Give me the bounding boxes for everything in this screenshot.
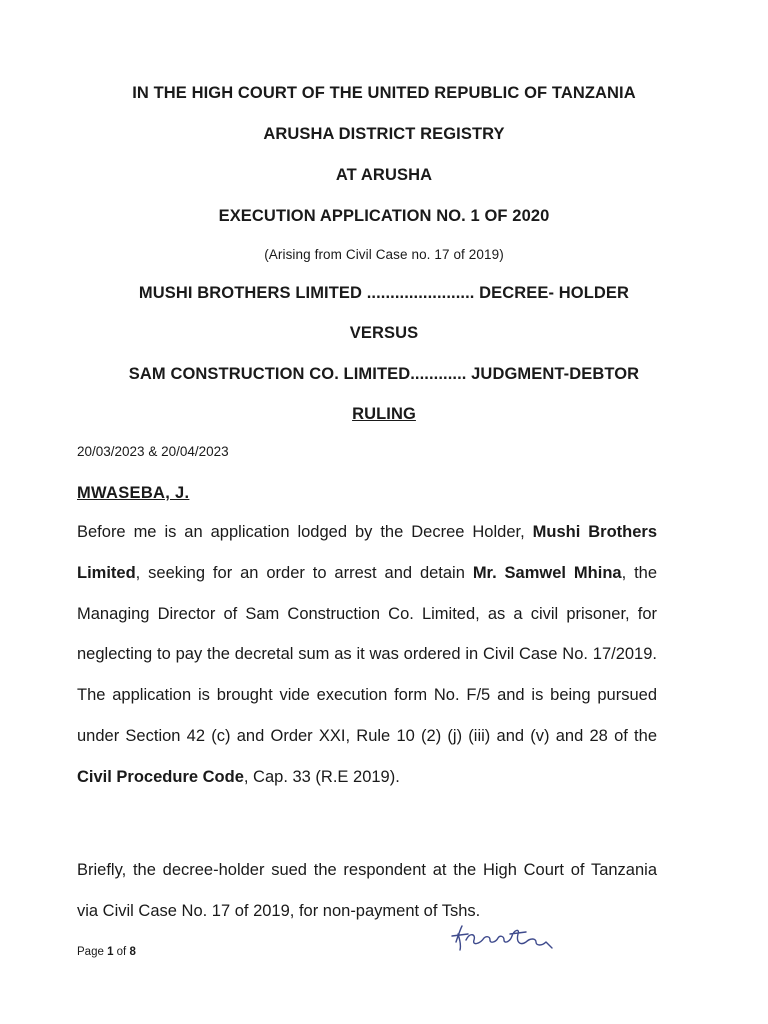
paragraph-1-bold-2: Mr. Samwel Mhina [472, 563, 622, 582]
paragraph-1 [77, 512, 657, 798]
footer-page: 1 [107, 946, 114, 958]
paragraph-1-text-4: , Cap. 33 (R.E 2019). [243, 767, 400, 786]
party-judgment-debtor: SAM CONSTRUCTION CO. LIMITED............ JUDGMENT-DEBTOR [128, 365, 640, 383]
arising-subheading: (Arising from Civil Case no. 17 of 2019) [264, 247, 504, 262]
signature-icon [450, 918, 580, 958]
paragraph-1-text-1: Before me is an application lodged by the Decree Holder, [77, 523, 533, 541]
versus-label: VERSUS [349, 324, 419, 342]
registry-heading: ARUSHA DISTRICT REGISTRY [263, 125, 505, 143]
hearing-dates: 20/03/2023 & 20/04/2023 [77, 444, 229, 459]
paragraph-1-text-2: , seeking for an order to arrest and detain [135, 563, 473, 582]
location-heading: AT ARUSHA [335, 166, 433, 184]
page-number-footer [77, 946, 136, 958]
ruling-title: RULING [352, 405, 416, 423]
paragraph-2: Briefly, the decree-holder sued the respondent at the High Court of Tanzania via Civil Case No. 17 of 2019, for non-payment of Tshs. [77, 861, 657, 920]
paragraph-1-text-3: , the Managing Director of Sam Construction Co. Limited, as a civil prisoner, for neglecting to pay the decretal sum as it was ordered in Civil Case No. 17/2019. The application is brought vide execution form No. F/5 and is being pursued under Section 42 (c) and Order XXI, Rule 10 (2) (j) (iii) and (v) and 28 of the [77, 563, 658, 745]
application-heading: EXECUTION APPLICATION NO. 1 OF 2020 [218, 207, 550, 225]
footer-prefix: Page [77, 946, 108, 958]
footer-total: 8 [129, 946, 136, 958]
party-decree-holder: MUSHI BROTHERS LIMITED ....................... DECREE- HOLDER [138, 284, 630, 302]
judge-name: MWASEBA, J. [77, 484, 190, 502]
footer-of: of [113, 946, 130, 958]
paragraph-1-bold-3: Civil Procedure Code [77, 767, 244, 786]
court-heading: IN THE HIGH COURT OF THE UNITED REPUBLIC OF TANZANIA [132, 84, 636, 102]
paragraph-1-bold-1: Mushi Brothers Limited [77, 523, 658, 582]
